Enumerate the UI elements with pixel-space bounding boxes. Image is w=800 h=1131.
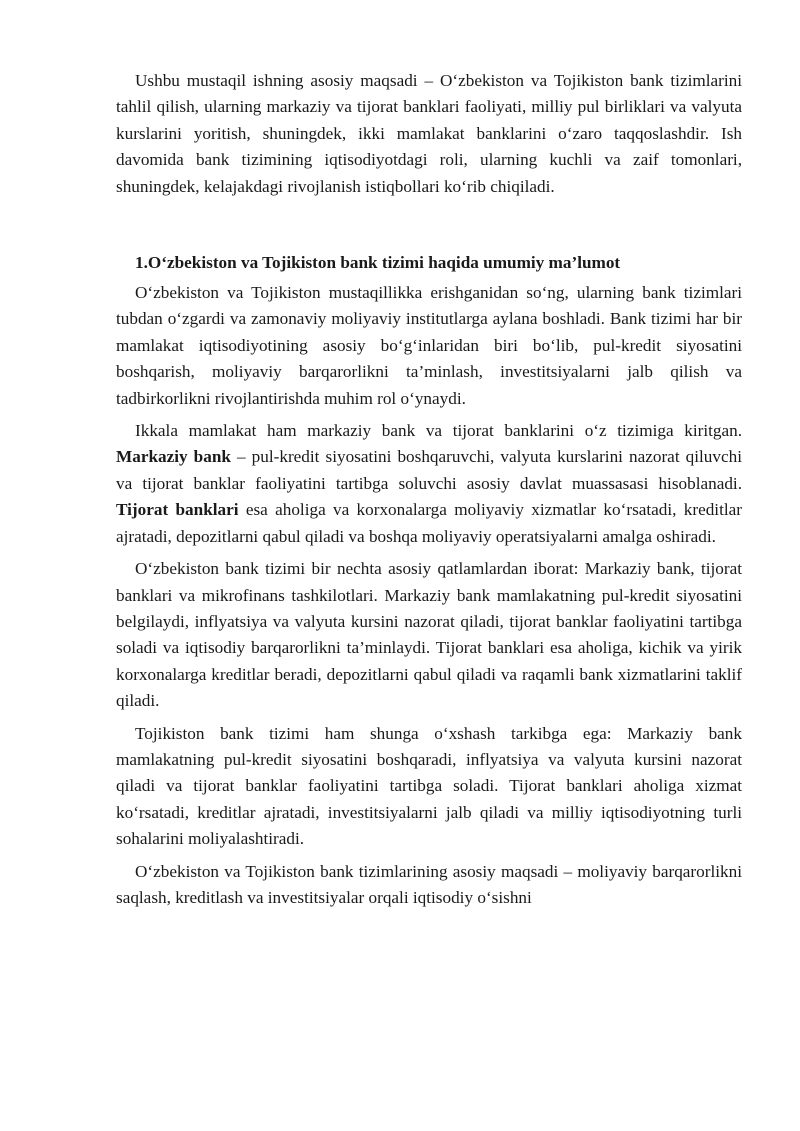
paragraph-2-text-c: esa aholiga va korxonalarga moliyaviy xizmatlar ko‘rsatadi, kreditlar ajratadi, depozitlarni qabul qiladi va boshqa moliyaviy operatsiyalarni amalga oshiradi. [116, 500, 742, 546]
paragraph-2 [116, 418, 742, 550]
paragraph-5: O‘zbekiston va Tojikiston bank tizimlarining asosiy maqsadi – moliyaviy barqarorlikni saqlash, kreditlash va investitsiyalar orqali iqtisodiy o‘sishni [116, 861, 742, 907]
paragraph-1: O‘zbekiston va Tojikiston mustaqillikka erishganidan so‘ng, ularning bank tizimlari tubdan o‘zgardi va zamonaviy moliyaviy institutlarga aylana boshladi. Bank tizimi har bir mamlakat iqtisodiyotining asosiy bo‘g‘inlaridan biri bo‘lib, pul-kredit siyosatini boshqarish, moliyaviy barqarorlikni ta’minlash, investitsiyalarni jalb qilish va tadbirkorlikni rivojlantirishda muhim rol o‘ynaydi. [116, 283, 742, 408]
paragraph-3: O‘zbekiston bank tizimi bir nechta asosiy qatlamlardan iborat: Markaziy bank, tijorat banklari va mikrofinans tashkilotlari. Markaziy bank mamlakatning pul-kredit siyosatini belgilaydi, inflyatsiya va valyuta kursini nazorat qiladi, tijorat banklar faoliyatini tartibga soladi va iqtisodiy barqarorlikni ta’minlaydi. Tijorat banklari esa aholiga, kichik va yirik korxonalarga kreditlar beradi, depozitlarni qabul qiladi va raqamli bank xizmatlarini taklif qiladi. [116, 559, 742, 711]
bold-term-central-bank: Markaziy bank [116, 447, 231, 467]
paragraph-2-text-b: – pul-kredit siyosatini boshqaruvchi, valyuta kurslarini nazorat qiluvchi va tijorat banklar faoliyatini tartibga soluvchi asosiy davlat muassasasi hisoblanadi. [116, 447, 742, 493]
section-heading: 1.O‘zbekiston va Tojikiston bank tizimi haqida umumiy ma’lumot [135, 253, 621, 273]
paragraph-4: Tojikiston bank tizimi ham shunga o‘xshash tarkibga ega: Markaziy bank mamlakatning pul-kredit siyosatini boshqaradi, inflyatsiya va valyuta kursini nazorat qiladi va tijorat banklar faoliyatini tartibga soladi. Tijorat banklari aholiga xizmat ko‘rsatadi, kreditlar ajratadi, investitsiyalarni jalb qiladi va milliy iqtisodiyotning turli sohalarini moliyalashtiradi. [116, 723, 742, 849]
bold-term-commercial-banks: Tijorat banklari [116, 500, 239, 520]
intro-paragraph: Ushbu mustaqil ishning asosiy maqsadi – O‘zbekiston va Tojikiston bank tizimlarini tahlil qilish, ularning markaziy va tijorat banklari faoliyati, milliy pul birliklari va valyuta kurslarini yoritish, shuningdek, ikki mamlakat banklarini o‘zaro taqqoslashdir. Ish davomida bank tizimining iqtisodiyotdagi roli, ularning kuchli va zaif tomonlari, shuningdek, kelajakdagi rivojlanish istiqbollari ko‘rib chiqiladi. [116, 71, 742, 196]
paragraph-2-text-a: Ikkala mamlakat ham markaziy bank va tijorat banklarini o‘z tizimiga kiritgan. [135, 421, 742, 441]
